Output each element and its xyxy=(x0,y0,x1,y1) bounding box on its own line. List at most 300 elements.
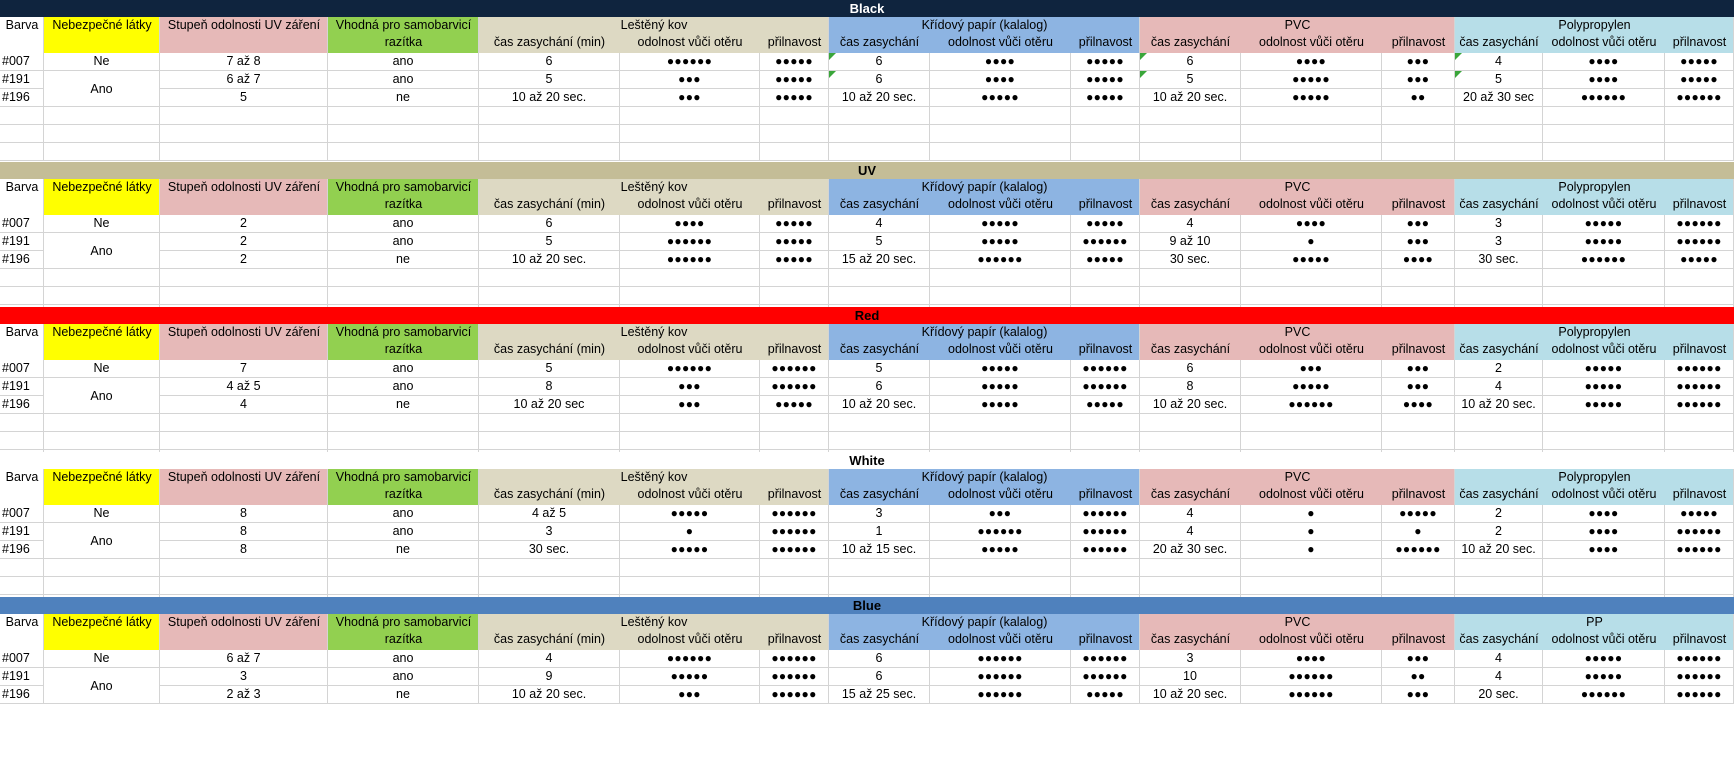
empty-cell[interactable] xyxy=(760,125,829,143)
cell-pp-pril[interactable]: ●●●●●● xyxy=(1665,233,1734,251)
cell-pp-pril[interactable]: ●●●●● xyxy=(1665,251,1734,269)
cell-kov-odol[interactable]: ●●●●● xyxy=(620,541,760,559)
empty-cell[interactable] xyxy=(1455,125,1543,143)
empty-cell[interactable] xyxy=(479,107,620,125)
cell-pp-odol[interactable]: ●●●●● xyxy=(1543,396,1665,414)
cell-stupen[interactable]: 7 až 8 xyxy=(160,53,328,71)
cell-vhodna[interactable]: ano xyxy=(328,53,479,71)
empty-cell[interactable] xyxy=(0,559,44,577)
cell-papir-pril[interactable]: ●●●●●● xyxy=(1071,505,1140,523)
cell-pvc-pril[interactable]: ●●● xyxy=(1382,53,1455,71)
cell-papir-cas[interactable]: 10 až 20 sec. xyxy=(829,396,930,414)
cell-stupen[interactable]: 5 xyxy=(160,89,328,107)
cell-kov-pril[interactable]: ●●●●● xyxy=(760,89,829,107)
empty-cell[interactable] xyxy=(1071,287,1140,305)
cell-papir-cas[interactable]: 6 xyxy=(829,378,930,396)
empty-cell[interactable] xyxy=(0,577,44,595)
empty-cell[interactable] xyxy=(0,125,44,143)
empty-cell[interactable] xyxy=(829,432,930,450)
cell-pvc-odol[interactable]: ●●●● xyxy=(1241,215,1382,233)
empty-cell[interactable] xyxy=(0,269,44,287)
cell-stupen[interactable]: 2 xyxy=(160,233,328,251)
empty-cell[interactable] xyxy=(1071,432,1140,450)
empty-cell[interactable] xyxy=(0,143,44,161)
cell-kov-pril[interactable]: ●●●●●● xyxy=(760,523,829,541)
cell-pvc-odol[interactable]: ●●●●● xyxy=(1241,71,1382,89)
cell-papir-odol[interactable]: ●●●●●● xyxy=(930,686,1071,704)
cell-pvc-cas[interactable]: 6 xyxy=(1140,360,1241,378)
cell-kov-pril[interactable]: ●●●●●● xyxy=(760,360,829,378)
cell-pvc-pril[interactable]: ●● xyxy=(1382,89,1455,107)
empty-cell[interactable] xyxy=(0,432,44,450)
cell-papir-odol[interactable]: ●●●●●● xyxy=(930,668,1071,686)
cell-pp-pril[interactable]: ●●●●●● xyxy=(1665,650,1734,668)
empty-cell[interactable] xyxy=(160,143,328,161)
empty-cell[interactable] xyxy=(1665,269,1734,287)
cell-kov-odol[interactable]: ● xyxy=(620,523,760,541)
cell-papir-pril[interactable]: ●●●●●● xyxy=(1071,360,1140,378)
cell-barva[interactable]: #196 xyxy=(0,541,44,559)
empty-cell[interactable] xyxy=(1455,143,1543,161)
cell-papir-odol[interactable]: ●●●●●● xyxy=(930,251,1071,269)
cell-vhodna[interactable]: ano xyxy=(328,378,479,396)
cell-kov-cas[interactable]: 8 xyxy=(479,378,620,396)
cell-pp-odol[interactable]: ●●●● xyxy=(1543,523,1665,541)
cell-barva[interactable]: #007 xyxy=(0,505,44,523)
cell-vhodna[interactable]: ano xyxy=(328,215,479,233)
cell-kov-cas[interactable]: 5 xyxy=(479,71,620,89)
cell-papir-cas[interactable]: 5 xyxy=(829,233,930,251)
cell-nebezpecne[interactable]: Ne xyxy=(44,53,160,71)
cell-pvc-cas[interactable]: 4 xyxy=(1140,523,1241,541)
empty-cell[interactable] xyxy=(1140,577,1241,595)
empty-cell[interactable] xyxy=(44,269,160,287)
empty-cell[interactable] xyxy=(1382,269,1455,287)
cell-pp-odol[interactable]: ●●●●●● xyxy=(1543,89,1665,107)
cell-vhodna[interactable]: ne xyxy=(328,251,479,269)
empty-cell[interactable] xyxy=(1071,143,1140,161)
cell-kov-pril[interactable]: ●●●●●● xyxy=(760,541,829,559)
cell-pvc-pril[interactable]: ●●●●● xyxy=(1382,505,1455,523)
cell-pvc-odol[interactable]: ●●●●● xyxy=(1241,89,1382,107)
empty-cell[interactable] xyxy=(160,269,328,287)
cell-pvc-cas[interactable]: 9 až 10 xyxy=(1140,233,1241,251)
cell-barva[interactable]: #191 xyxy=(0,233,44,251)
empty-cell[interactable] xyxy=(829,577,930,595)
empty-cell[interactable] xyxy=(829,107,930,125)
cell-barva[interactable]: #007 xyxy=(0,650,44,668)
cell-pp-cas[interactable]: 2 xyxy=(1455,505,1543,523)
cell-pp-odol[interactable]: ●●●●● xyxy=(1543,650,1665,668)
cell-pvc-pril[interactable]: ●●● xyxy=(1382,71,1455,89)
cell-pp-odol[interactable]: ●●●● xyxy=(1543,505,1665,523)
cell-papir-odol[interactable]: ●●●●● xyxy=(930,89,1071,107)
cell-pvc-odol[interactable]: ● xyxy=(1241,541,1382,559)
cell-barva[interactable]: #007 xyxy=(0,215,44,233)
empty-cell[interactable] xyxy=(1455,414,1543,432)
cell-stupen[interactable]: 2 až 3 xyxy=(160,686,328,704)
cell-kov-odol[interactable]: ●●●●●● xyxy=(620,650,760,668)
empty-cell[interactable] xyxy=(930,125,1071,143)
cell-barva[interactable]: #007 xyxy=(0,360,44,378)
empty-cell[interactable] xyxy=(1140,559,1241,577)
cell-stupen[interactable]: 7 xyxy=(160,360,328,378)
cell-kov-odol[interactable]: ●●● xyxy=(620,378,760,396)
cell-pp-cas[interactable]: 3 xyxy=(1455,233,1543,251)
empty-cell[interactable] xyxy=(479,143,620,161)
empty-cell[interactable] xyxy=(1543,269,1665,287)
cell-kov-cas[interactable]: 5 xyxy=(479,360,620,378)
cell-pvc-cas[interactable]: 3 xyxy=(1140,650,1241,668)
empty-cell[interactable] xyxy=(829,287,930,305)
empty-cell[interactable] xyxy=(1071,107,1140,125)
cell-pvc-odol[interactable]: ●●●●●● xyxy=(1241,686,1382,704)
cell-pp-pril[interactable]: ●●●●● xyxy=(1665,53,1734,71)
empty-cell[interactable] xyxy=(1665,143,1734,161)
cell-kov-cas[interactable]: 5 xyxy=(479,233,620,251)
cell-pvc-cas[interactable]: 10 až 20 sec. xyxy=(1140,89,1241,107)
empty-cell[interactable] xyxy=(829,559,930,577)
cell-papir-odol[interactable]: ●●● xyxy=(930,505,1071,523)
cell-papir-odol[interactable]: ●●●● xyxy=(930,53,1071,71)
empty-cell[interactable] xyxy=(620,125,760,143)
empty-cell[interactable] xyxy=(1140,432,1241,450)
cell-barva[interactable]: #196 xyxy=(0,251,44,269)
cell-pp-cas[interactable]: 2 xyxy=(1455,360,1543,378)
empty-cell[interactable] xyxy=(44,107,160,125)
empty-cell[interactable] xyxy=(1665,577,1734,595)
empty-cell[interactable] xyxy=(1241,287,1382,305)
empty-cell[interactable] xyxy=(1543,125,1665,143)
empty-cell[interactable] xyxy=(479,287,620,305)
cell-pvc-pril[interactable]: ●●● xyxy=(1382,650,1455,668)
empty-cell[interactable] xyxy=(1665,414,1734,432)
empty-cell[interactable] xyxy=(1140,269,1241,287)
cell-papir-pril[interactable]: ●●●●● xyxy=(1071,215,1140,233)
cell-pp-cas[interactable]: 10 až 20 sec. xyxy=(1455,396,1543,414)
empty-cell[interactable] xyxy=(1382,125,1455,143)
empty-cell[interactable] xyxy=(44,414,160,432)
cell-pvc-cas[interactable]: 4 xyxy=(1140,505,1241,523)
empty-cell[interactable] xyxy=(1455,577,1543,595)
cell-pp-pril[interactable]: ●●●●● xyxy=(1665,505,1734,523)
cell-pp-pril[interactable]: ●●●●●● xyxy=(1665,396,1734,414)
cell-kov-cas[interactable]: 4 xyxy=(479,650,620,668)
empty-cell[interactable] xyxy=(930,577,1071,595)
empty-cell[interactable] xyxy=(160,287,328,305)
cell-kov-cas[interactable]: 3 xyxy=(479,523,620,541)
empty-cell[interactable] xyxy=(760,432,829,450)
cell-pp-odol[interactable]: ●●●●● xyxy=(1543,360,1665,378)
cell-papir-cas[interactable]: 4 xyxy=(829,215,930,233)
empty-cell[interactable] xyxy=(1140,107,1241,125)
cell-pp-odol[interactable]: ●●●●● xyxy=(1543,215,1665,233)
empty-cell[interactable] xyxy=(1543,107,1665,125)
cell-papir-odol[interactable]: ●●●●● xyxy=(930,233,1071,251)
cell-vhodna[interactable]: ano xyxy=(328,523,479,541)
cell-stupen[interactable]: 2 xyxy=(160,251,328,269)
cell-nebezpecne[interactable]: Ne xyxy=(44,360,160,378)
empty-cell[interactable] xyxy=(620,269,760,287)
cell-pp-pril[interactable]: ●●●●●● xyxy=(1665,360,1734,378)
empty-cell[interactable] xyxy=(829,125,930,143)
empty-cell[interactable] xyxy=(620,432,760,450)
empty-cell[interactable] xyxy=(620,414,760,432)
empty-cell[interactable] xyxy=(0,287,44,305)
cell-papir-odol[interactable]: ●●●●● xyxy=(930,360,1071,378)
cell-pvc-cas[interactable]: 8 xyxy=(1140,378,1241,396)
cell-papir-odol[interactable]: ●●●● xyxy=(930,71,1071,89)
cell-pp-pril[interactable]: ●●●●●● xyxy=(1665,523,1734,541)
empty-cell[interactable] xyxy=(160,577,328,595)
cell-barva[interactable]: #007 xyxy=(0,53,44,71)
cell-kov-pril[interactable]: ●●●●● xyxy=(760,215,829,233)
cell-pp-pril[interactable]: ●●●●●● xyxy=(1665,89,1734,107)
empty-cell[interactable] xyxy=(479,559,620,577)
cell-pp-odol[interactable]: ●●●● xyxy=(1543,71,1665,89)
cell-pp-cas[interactable]: 4 xyxy=(1455,53,1543,71)
cell-kov-cas[interactable]: 9 xyxy=(479,668,620,686)
empty-cell[interactable] xyxy=(1241,577,1382,595)
empty-cell[interactable] xyxy=(760,269,829,287)
cell-vhodna[interactable]: ano xyxy=(328,233,479,251)
cell-kov-odol[interactable]: ●●● xyxy=(620,686,760,704)
empty-cell[interactable] xyxy=(1665,107,1734,125)
empty-cell[interactable] xyxy=(1241,559,1382,577)
cell-kov-cas[interactable]: 10 až 20 sec. xyxy=(479,89,620,107)
cell-pp-odol[interactable]: ●●●●●● xyxy=(1543,251,1665,269)
empty-cell[interactable] xyxy=(1140,143,1241,161)
cell-papir-cas[interactable]: 6 xyxy=(829,53,930,71)
cell-kov-odol[interactable]: ●●●●●● xyxy=(620,360,760,378)
empty-cell[interactable] xyxy=(1543,432,1665,450)
empty-cell[interactable] xyxy=(760,287,829,305)
cell-papir-pril[interactable]: ●●●●●● xyxy=(1071,668,1140,686)
empty-cell[interactable] xyxy=(1241,414,1382,432)
empty-cell[interactable] xyxy=(328,269,479,287)
empty-cell[interactable] xyxy=(930,287,1071,305)
cell-kov-pril[interactable]: ●●●●●● xyxy=(760,378,829,396)
empty-cell[interactable] xyxy=(1543,143,1665,161)
cell-stupen[interactable]: 8 xyxy=(160,505,328,523)
empty-cell[interactable] xyxy=(1382,432,1455,450)
cell-pp-odol[interactable]: ●●●●● xyxy=(1543,233,1665,251)
empty-cell[interactable] xyxy=(328,559,479,577)
empty-cell[interactable] xyxy=(620,107,760,125)
cell-vhodna[interactable]: ne xyxy=(328,396,479,414)
empty-cell[interactable] xyxy=(160,107,328,125)
cell-stupen[interactable]: 2 xyxy=(160,215,328,233)
cell-pp-cas[interactable]: 5 xyxy=(1455,71,1543,89)
cell-kov-cas[interactable]: 10 až 20 sec xyxy=(479,396,620,414)
cell-pp-pril[interactable]: ●●●●●● xyxy=(1665,215,1734,233)
cell-nebezpecne[interactable]: Ne xyxy=(44,505,160,523)
cell-kov-odol[interactable]: ●●●● xyxy=(620,215,760,233)
cell-pp-pril[interactable]: ●●●●● xyxy=(1665,71,1734,89)
cell-kov-cas[interactable]: 10 až 20 sec. xyxy=(479,686,620,704)
empty-cell[interactable] xyxy=(760,559,829,577)
empty-cell[interactable] xyxy=(1140,287,1241,305)
empty-cell[interactable] xyxy=(44,577,160,595)
cell-papir-pril[interactable]: ●●●●●● xyxy=(1071,523,1140,541)
cell-papir-cas[interactable]: 5 xyxy=(829,360,930,378)
cell-papir-pril[interactable]: ●●●●● xyxy=(1071,686,1140,704)
cell-papir-odol[interactable]: ●●●●● xyxy=(930,378,1071,396)
cell-kov-pril[interactable]: ●●●●●● xyxy=(760,505,829,523)
cell-kov-pril[interactable]: ●●●●●● xyxy=(760,650,829,668)
cell-vhodna[interactable]: ano xyxy=(328,71,479,89)
cell-pvc-odol[interactable]: ●●●●● xyxy=(1241,251,1382,269)
cell-papir-odol[interactable]: ●●●●●● xyxy=(930,523,1071,541)
cell-pp-pril[interactable]: ●●●●●● xyxy=(1665,668,1734,686)
cell-papir-cas[interactable]: 1 xyxy=(829,523,930,541)
cell-pvc-cas[interactable]: 30 sec. xyxy=(1140,251,1241,269)
cell-kov-pril[interactable]: ●●●●● xyxy=(760,53,829,71)
empty-cell[interactable] xyxy=(1382,414,1455,432)
cell-papir-odol[interactable]: ●●●●● xyxy=(930,215,1071,233)
empty-cell[interactable] xyxy=(328,577,479,595)
cell-pvc-pril[interactable]: ●●●●●● xyxy=(1382,541,1455,559)
empty-cell[interactable] xyxy=(1543,559,1665,577)
cell-kov-pril[interactable]: ●●●●● xyxy=(760,396,829,414)
empty-cell[interactable] xyxy=(1543,577,1665,595)
cell-papir-cas[interactable]: 6 xyxy=(829,668,930,686)
empty-cell[interactable] xyxy=(930,432,1071,450)
cell-kov-cas[interactable]: 4 až 5 xyxy=(479,505,620,523)
cell-barva[interactable]: #191 xyxy=(0,668,44,686)
cell-pp-cas[interactable]: 4 xyxy=(1455,650,1543,668)
cell-pp-odol[interactable]: ●●●● xyxy=(1543,541,1665,559)
empty-cell[interactable] xyxy=(328,107,479,125)
cell-kov-pril[interactable]: ●●●●●● xyxy=(760,686,829,704)
cell-vhodna[interactable]: ano xyxy=(328,650,479,668)
cell-papir-cas[interactable]: 3 xyxy=(829,505,930,523)
cell-pvc-pril[interactable]: ●●●● xyxy=(1382,396,1455,414)
cell-vhodna[interactable]: ne xyxy=(328,89,479,107)
cell-kov-odol[interactable]: ●●● xyxy=(620,89,760,107)
cell-vhodna[interactable]: ne xyxy=(328,686,479,704)
cell-kov-cas[interactable]: 6 xyxy=(479,215,620,233)
empty-cell[interactable] xyxy=(479,577,620,595)
cell-nebezpecne[interactable]: Ano xyxy=(44,378,160,414)
empty-cell[interactable] xyxy=(328,125,479,143)
cell-pvc-cas[interactable]: 10 až 20 sec. xyxy=(1140,396,1241,414)
empty-cell[interactable] xyxy=(44,559,160,577)
empty-cell[interactable] xyxy=(1241,269,1382,287)
cell-pvc-pril[interactable]: ● xyxy=(1382,523,1455,541)
cell-kov-cas[interactable]: 30 sec. xyxy=(479,541,620,559)
cell-papir-pril[interactable]: ●●●●●● xyxy=(1071,378,1140,396)
cell-pp-odol[interactable]: ●●●●● xyxy=(1543,668,1665,686)
cell-barva[interactable]: #196 xyxy=(0,396,44,414)
empty-cell[interactable] xyxy=(328,432,479,450)
empty-cell[interactable] xyxy=(328,287,479,305)
cell-papir-odol[interactable]: ●●●●● xyxy=(930,396,1071,414)
empty-cell[interactable] xyxy=(1140,125,1241,143)
empty-cell[interactable] xyxy=(1241,143,1382,161)
cell-pvc-odol[interactable]: ●●●●●● xyxy=(1241,668,1382,686)
empty-cell[interactable] xyxy=(1071,269,1140,287)
empty-cell[interactable] xyxy=(1382,559,1455,577)
cell-papir-pril[interactable]: ●●●●●● xyxy=(1071,650,1140,668)
empty-cell[interactable] xyxy=(44,125,160,143)
empty-cell[interactable] xyxy=(44,432,160,450)
cell-pvc-cas[interactable]: 4 xyxy=(1140,215,1241,233)
empty-cell[interactable] xyxy=(328,143,479,161)
empty-cell[interactable] xyxy=(479,414,620,432)
cell-papir-pril[interactable]: ●●●●● xyxy=(1071,396,1140,414)
empty-cell[interactable] xyxy=(760,107,829,125)
cell-pvc-odol[interactable]: ● xyxy=(1241,233,1382,251)
cell-pvc-odol[interactable]: ● xyxy=(1241,523,1382,541)
cell-pvc-odol[interactable]: ●●●● xyxy=(1241,53,1382,71)
cell-nebezpecne[interactable]: Ano xyxy=(44,71,160,107)
cell-barva[interactable]: #196 xyxy=(0,686,44,704)
cell-pvc-cas[interactable]: 10 xyxy=(1140,668,1241,686)
cell-barva[interactable]: #191 xyxy=(0,523,44,541)
cell-pvc-odol[interactable]: ●●●● xyxy=(1241,650,1382,668)
empty-cell[interactable] xyxy=(1665,559,1734,577)
cell-pp-odol[interactable]: ●●●●●● xyxy=(1543,686,1665,704)
cell-nebezpecne[interactable]: Ano xyxy=(44,523,160,559)
empty-cell[interactable] xyxy=(1382,287,1455,305)
empty-cell[interactable] xyxy=(1382,577,1455,595)
empty-cell[interactable] xyxy=(760,414,829,432)
cell-papir-cas[interactable]: 6 xyxy=(829,71,930,89)
empty-cell[interactable] xyxy=(1241,432,1382,450)
empty-cell[interactable] xyxy=(160,125,328,143)
cell-kov-pril[interactable]: ●●●●●● xyxy=(760,668,829,686)
empty-cell[interactable] xyxy=(760,577,829,595)
empty-cell[interactable] xyxy=(829,414,930,432)
cell-vhodna[interactable]: ano xyxy=(328,360,479,378)
cell-kov-odol[interactable]: ●●● xyxy=(620,396,760,414)
empty-cell[interactable] xyxy=(829,269,930,287)
cell-stupen[interactable]: 6 až 7 xyxy=(160,650,328,668)
empty-cell[interactable] xyxy=(1665,125,1734,143)
empty-cell[interactable] xyxy=(1071,125,1140,143)
cell-papir-pril[interactable]: ●●●●● xyxy=(1071,71,1140,89)
empty-cell[interactable] xyxy=(620,287,760,305)
cell-pp-odol[interactable]: ●●●●● xyxy=(1543,378,1665,396)
empty-cell[interactable] xyxy=(1382,107,1455,125)
cell-pvc-pril[interactable]: ●●● xyxy=(1382,360,1455,378)
cell-papir-pril[interactable]: ●●●●●● xyxy=(1071,541,1140,559)
empty-cell[interactable] xyxy=(1455,559,1543,577)
cell-nebezpecne[interactable]: Ano xyxy=(44,668,160,704)
cell-papir-pril[interactable]: ●●●●● xyxy=(1071,89,1140,107)
empty-cell[interactable] xyxy=(1071,559,1140,577)
empty-cell[interactable] xyxy=(1455,269,1543,287)
cell-pvc-cas[interactable]: 5 xyxy=(1140,71,1241,89)
cell-papir-cas[interactable]: 10 až 15 sec. xyxy=(829,541,930,559)
cell-barva[interactable]: #196 xyxy=(0,89,44,107)
cell-stupen[interactable]: 4 xyxy=(160,396,328,414)
cell-barva[interactable]: #191 xyxy=(0,378,44,396)
empty-cell[interactable] xyxy=(1543,414,1665,432)
cell-vhodna[interactable]: ano xyxy=(328,668,479,686)
empty-cell[interactable] xyxy=(829,143,930,161)
empty-cell[interactable] xyxy=(930,559,1071,577)
cell-pvc-cas[interactable]: 10 až 20 sec. xyxy=(1140,686,1241,704)
cell-pp-cas[interactable]: 4 xyxy=(1455,668,1543,686)
empty-cell[interactable] xyxy=(930,143,1071,161)
empty-cell[interactable] xyxy=(1071,414,1140,432)
empty-cell[interactable] xyxy=(1241,107,1382,125)
cell-stupen[interactable]: 8 xyxy=(160,523,328,541)
cell-papir-cas[interactable]: 10 až 20 sec. xyxy=(829,89,930,107)
cell-stupen[interactable]: 8 xyxy=(160,541,328,559)
